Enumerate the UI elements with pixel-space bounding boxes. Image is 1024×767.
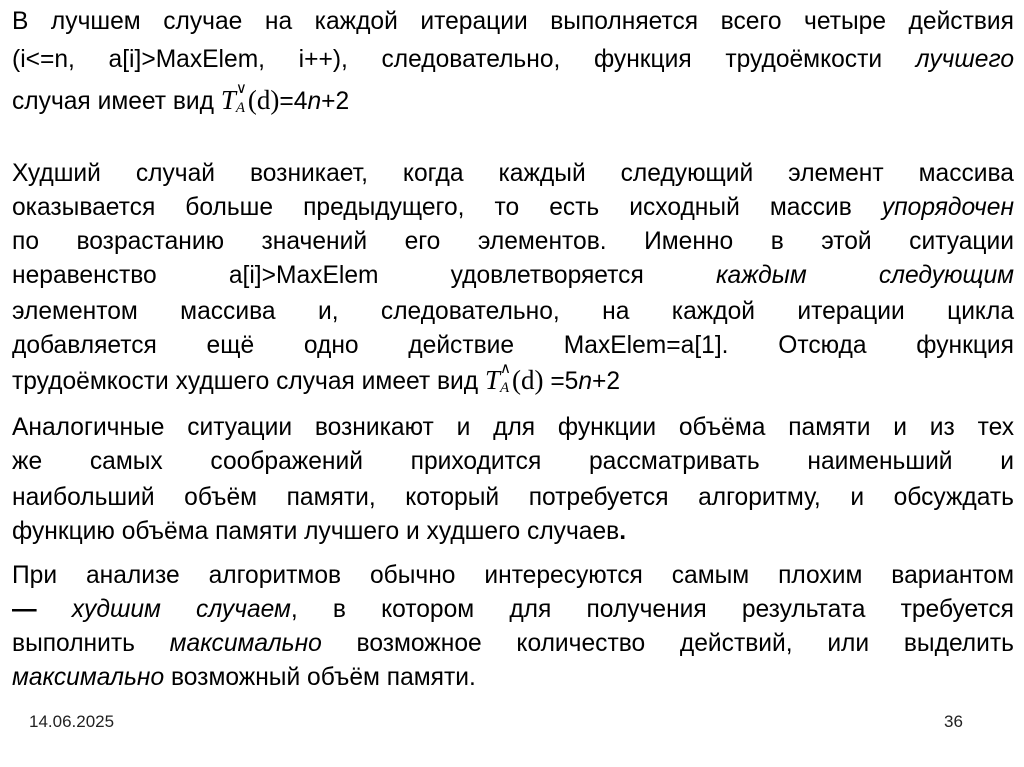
text: +2 [592,368,621,395]
formula-sub: A [499,380,510,396]
text: +2 [321,88,350,115]
para2-line7 [12,361,1014,398]
para2-line2 [12,192,1014,224]
text-italic: лучшего [915,46,1014,73]
text-italic: n [307,88,322,115]
para4-line2 [12,594,1014,626]
text: элементом массива и, следовательно, на каждой итерации цикла [12,298,1014,325]
para2-line3 [12,226,1014,258]
para1-line3 [12,81,1014,118]
text: (i<=n, a[i]>MaxElem, i++), следовательно, функция трудоёмкости [12,46,883,73]
text: выполнить [12,630,135,657]
text: Аналогичные ситуации возникают и для функции объёма памяти и из тех [12,414,1014,441]
para1-line1 [12,6,1014,38]
text-italic: каждым следующим [715,262,1014,289]
text: оказывается больше предыдущего, то есть исходный массив [12,194,852,221]
formula-sup: ∧ [499,361,511,377]
text: , в котором для получения результата требуется [290,596,1014,623]
para4-line1 [12,560,1014,592]
footer-date: 14.06.2025 [29,712,115,731]
para2-line4 [12,260,1014,292]
text: возможное количество действий, или выделить [356,630,1014,657]
text: добавляется ещё одно действие MaxElem=a[1]. Отсюда функция [12,332,1014,359]
text-italic: максимально [12,664,165,691]
text: по возрастанию значений его элементов. Именно в этой ситуации [12,228,1014,255]
text-italic: максимально [169,630,322,657]
formula-sub: A [235,100,246,116]
para2-line5 [12,296,1014,328]
text-italic: n [578,368,593,395]
para3-line3 [12,482,1014,514]
text: трудоёмкости худшего случая имеет вид [12,368,479,395]
formula-symbol: T [220,85,236,115]
text-bold: . [619,518,627,545]
para3-line4 [12,516,1014,548]
text-italic: упорядочен [881,194,1014,221]
formula-sup: ∨ [235,81,247,97]
text: наибольший объём памяти, который потребуется алгоритму, и обсуждать [12,484,1014,511]
para1-line2 [12,44,1014,76]
para2-line1 [12,158,1014,190]
text: возможный объём памяти. [170,664,476,691]
text: При анализе алгоритмов обычно интересуются самым плохим вариантом [12,562,1014,589]
em-dash: — [12,596,37,623]
text: =4 [279,88,308,115]
para3-line1 [12,412,1014,444]
text: функцию объёма памяти лучшего и худшего случаев [12,518,620,545]
text-italic: худшим случаем [71,596,291,623]
text: же самых соображений приходится рассматривать наименьший и [12,448,1014,475]
para4-line4 [12,662,1014,694]
text: В лучшем случае на каждой итерации выполняется всего четыре действия [12,8,1014,35]
text: Худший случай возникает, когда каждый следующий элемент массива [12,160,1014,187]
text: неравенство a[i]>MaxElem удовлетворяется [12,262,644,289]
para4-line3 [12,628,1014,660]
para2-line6 [12,330,1014,362]
formula-arg: (d) [511,365,544,395]
formula-worst-case [484,361,544,396]
formula-symbol: T [484,365,500,395]
formula-best-case [220,81,280,116]
para3-line2 [12,446,1014,478]
page-number: 36 [944,712,963,731]
formula-arg: (d) [247,85,280,115]
text: =5 [550,368,579,395]
text: случая имеет вид [12,88,215,115]
